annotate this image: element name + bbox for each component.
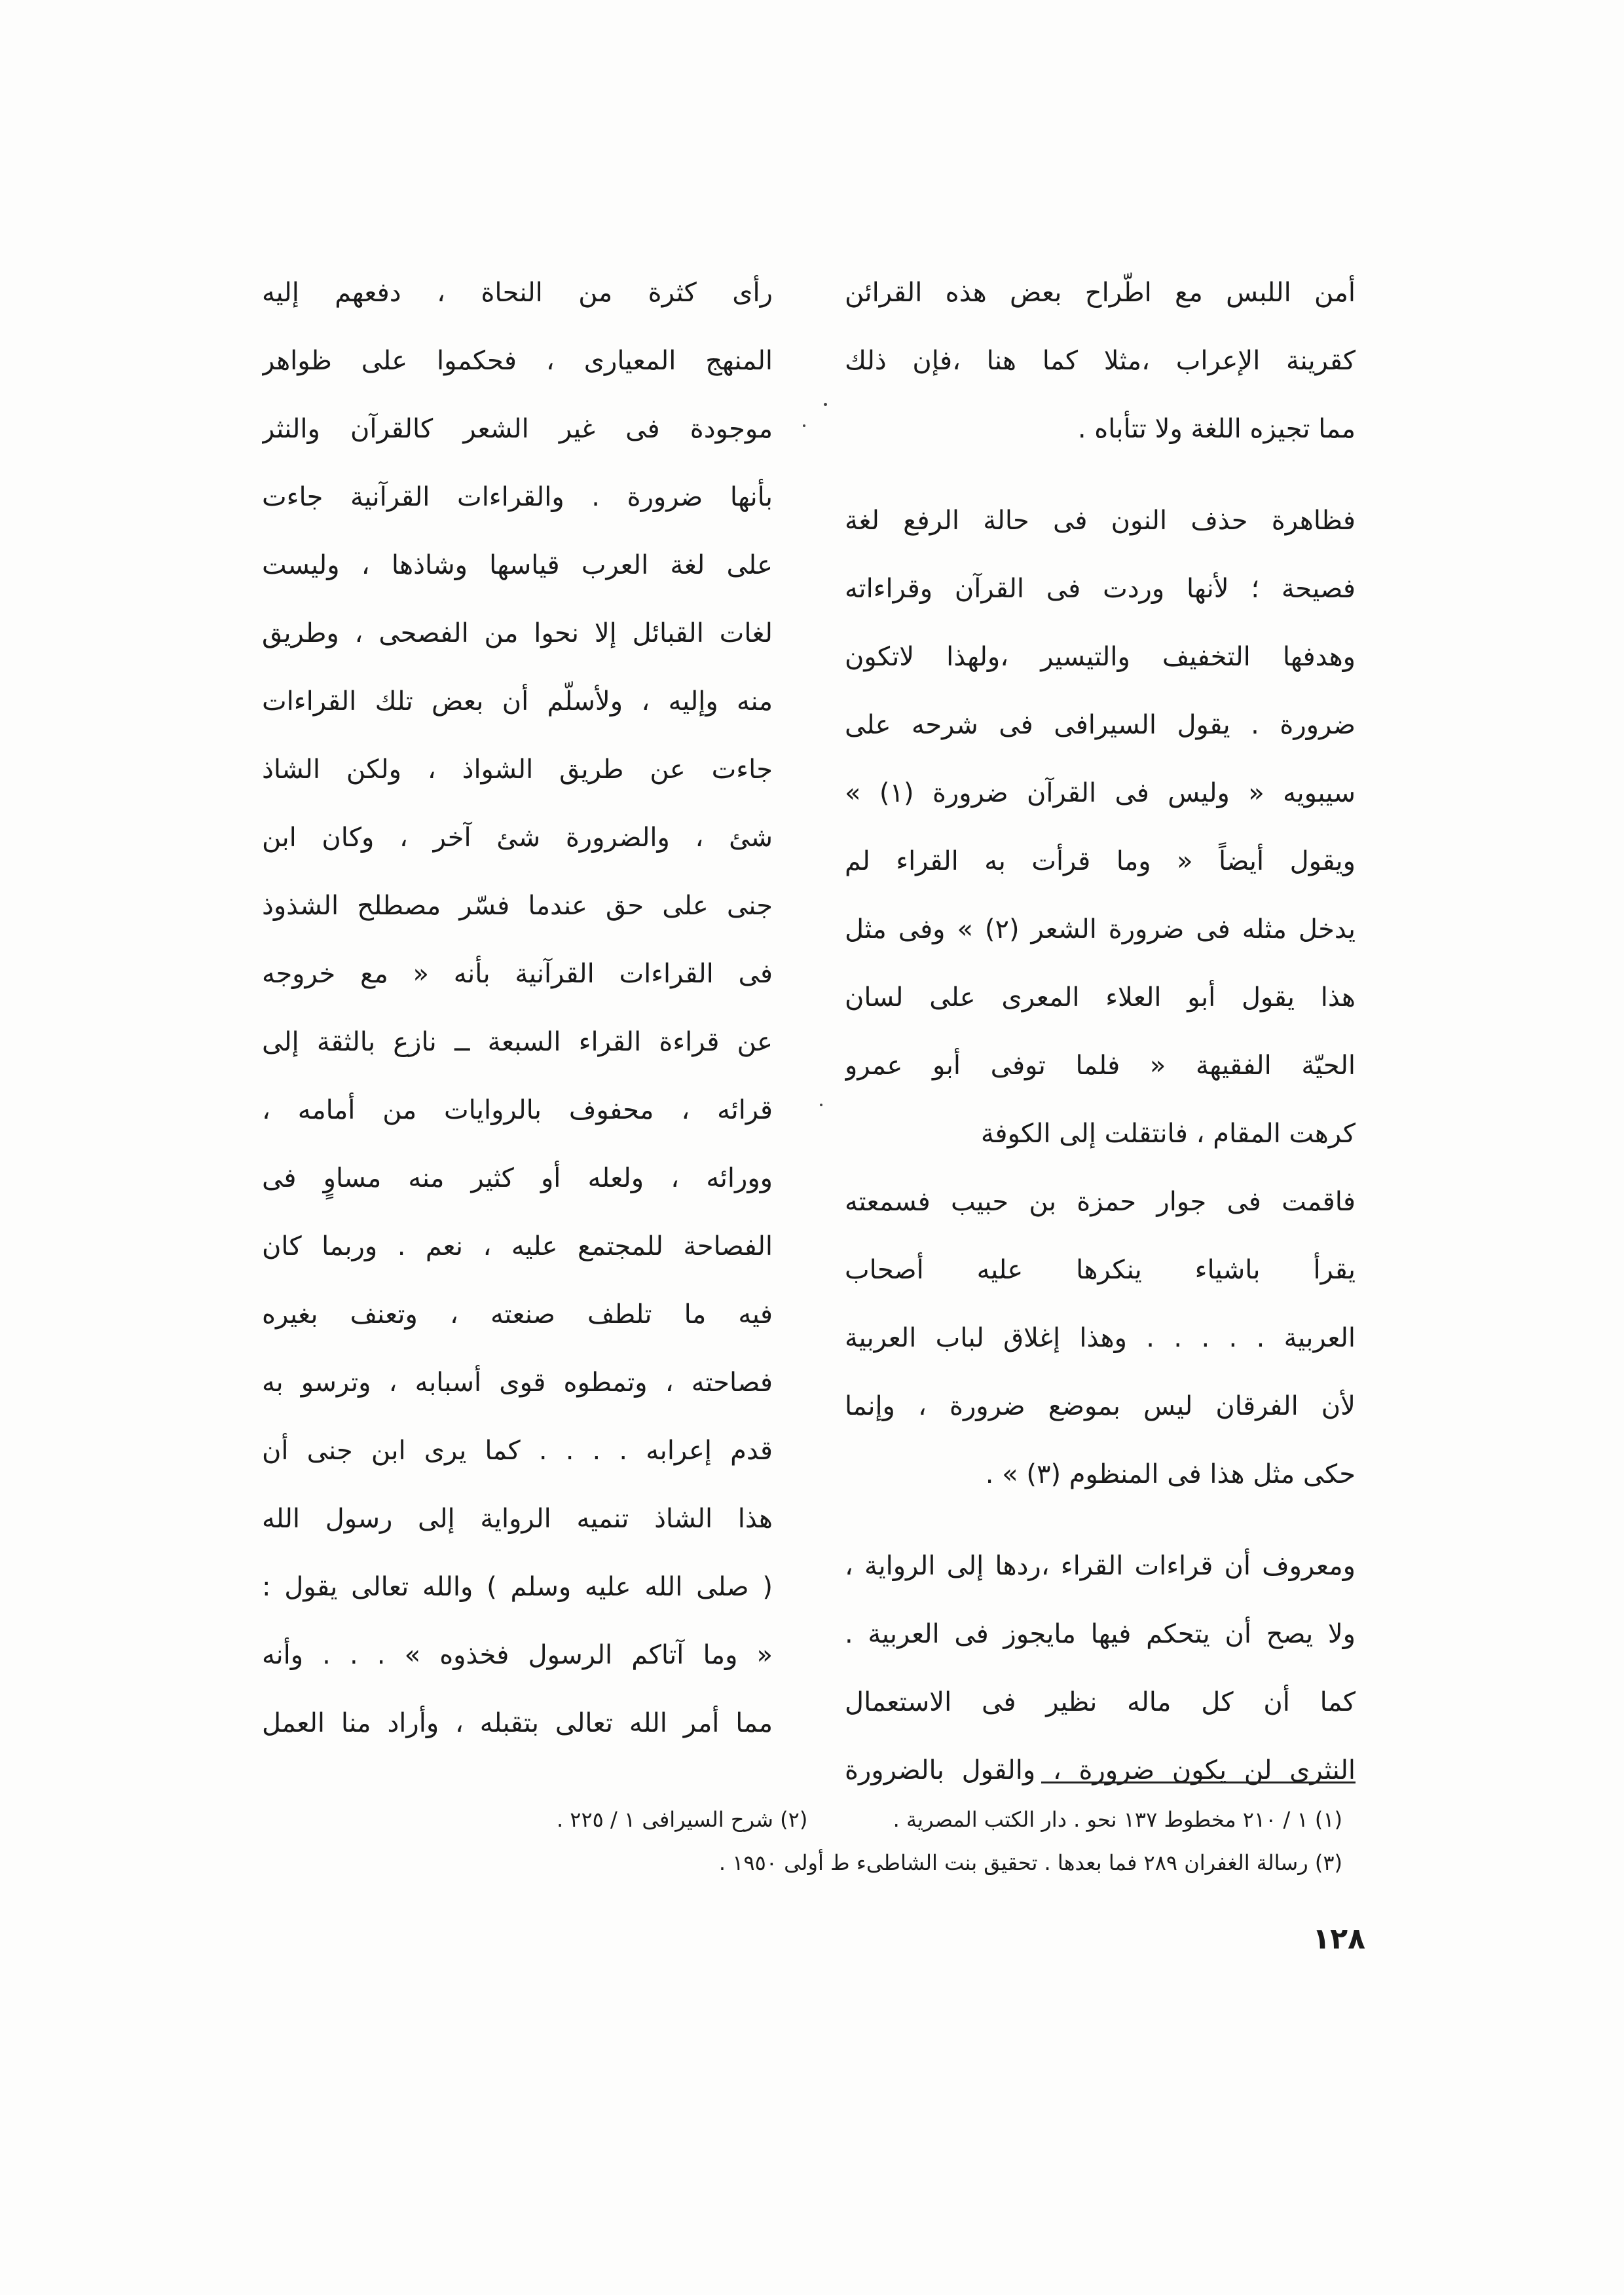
footnote-2: (٢) شرح السيرافى ١ / ٢٢٥ . (556, 1807, 808, 1832)
text-line: مما أمر الله تعالى بتقبله ، وأراد منا العمل (262, 1708, 773, 1738)
footnote-divider (1041, 1782, 1356, 1783)
text-line: جاءت عن طريق الشواذ ، ولكن الشاذ (262, 755, 773, 785)
text-line: شئ ، والضرورة شئ آخر ، وكان ابن (262, 823, 773, 853)
text-line: كما أن كل ماله نظير فى الاستعمال (845, 1687, 1356, 1717)
text-line: رأى كثرة من النحاة ، دفعهم إليه (262, 278, 773, 308)
text-line: منه وإليه ، ولأسلّم أن بعض تلك القراءات (262, 686, 773, 717)
text-line: وهدفها التخفيف والتيسير ،ولهذا لاتكون (845, 642, 1356, 672)
text-line: كقرينة الإعراب ،مثلا كما هنا ،فإن ذلك (845, 346, 1356, 376)
text-line: ومعروف أن قراءات القراء ،ردها إلى الرواية ، (845, 1551, 1356, 1581)
text-line: هذا الشاذ تنميه الرواية إلى رسول الله (262, 1504, 773, 1534)
text-line: لغات القبائل إلا نحوا من الفصحى ، وطريق (262, 618, 773, 648)
text-line: فظاهرة حذف النون فى حالة الرفع لغة (845, 506, 1356, 536)
footnote-3: (٣) رسالة الغفران ٢٨٩ فما بعدها . تحقيق بنت الشاطىء ط أولى ١٩٥٠ . (718, 1850, 1342, 1875)
left-text-column (262, 259, 773, 1757)
scan-speck (803, 424, 805, 427)
text-line: لأن الفرقان ليس بموضع ضرورة ، وإنما (845, 1391, 1356, 1421)
text-line: بأنها ضرورة . والقراءات القرآنية جاءت (262, 482, 773, 512)
text-line: هذا يقول أبو العلاء المعرى على لسان (845, 982, 1356, 1013)
text-line: فصاحته ، وتمطوه قوى أسبابه ، وترسو به (262, 1368, 773, 1398)
text-line: فى القراءات القرآنية بأنه « مع خروجه (262, 959, 773, 989)
text-line: قرائه ، محفوف بالروايات من أمامه ، (262, 1095, 773, 1125)
text-line: ضرورة . يقول السيرافى فى شرحه على (845, 710, 1356, 740)
text-line: ويقول أيضاً « وما قرأت به القراء لم (845, 846, 1356, 876)
text-line: ( صلى الله عليه وسلم ) والله تعالى يقول : (262, 1572, 773, 1602)
footnotes (295, 1798, 1342, 1884)
footnote-row (295, 1841, 1342, 1884)
text-line: « وما آتاكم الرسول فخذوه » . . . وأنه (262, 1640, 773, 1670)
text-line: مما تجيزه اللغة ولا تتأباه . (1077, 414, 1356, 444)
text-line: كرهت المقام ، فانتقلت إلى الكوفة (980, 1119, 1356, 1149)
text-line: أمن اللبس مع اطّراح بعض هذه القرائن (845, 278, 1356, 308)
text-line: سيبويه « وليس فى القرآن ضرورة (١) » (845, 778, 1356, 808)
footnote-row (295, 1798, 1342, 1841)
text-line: المنهج المعيارى ، فحكموا على ظواهر (262, 346, 773, 376)
text-line: النثرى لن يكون ضرورة ، والقول بالضرورة (845, 1755, 1356, 1785)
text-line: يدخل مثله فى ضرورة الشعر (٢) » وفى مثل (845, 914, 1356, 944)
page-number: ١٢٨ (1312, 1922, 1365, 1956)
scan-speck (820, 1104, 822, 1106)
text-line: العربية . . . . . وهذا إغلاق لباب العربية (845, 1323, 1356, 1353)
text-line: حكى مثل هذا فى المنظوم (٣) » . (985, 1459, 1356, 1489)
text-line: موجودة فى غير الشعر كالقرآن والنثر (262, 414, 773, 444)
paragraph-gap (845, 463, 1356, 487)
text-line: ولا يصح أن يتحكم فيها مايجوز فى العربية . (845, 1619, 1356, 1649)
paragraph-gap (845, 1508, 1356, 1532)
text-line: الحيّة الفقيهة « فلما توفى أبو عمرو (845, 1051, 1356, 1081)
right-text-column (845, 259, 1356, 1804)
text-line: فيه ما تلطف صنعته ، وتعنف بغيره (262, 1299, 773, 1330)
scan-speck (824, 403, 827, 406)
text-line: فاقمت فى جوار حمزة بن حبيب فسمعته (845, 1187, 1356, 1217)
text-line: يقرأ باشياء ينكرها عليه أصحاب (845, 1255, 1356, 1285)
text-line: وورائه ، ولعله أو كثير منه مساوٍ فى (262, 1163, 773, 1193)
text-line: الفصاحة للمجتمع عليه ، نعم . وربما كان (262, 1231, 773, 1261)
text-line: قدم إعرابه . . . . كما يرى ابن جنى أن (262, 1436, 773, 1466)
text-line: عن قراءة القراء السبعة ــ نازع بالثقة إلى (262, 1027, 773, 1057)
text-line: فصيحة ؛ لأنها وردت فى القرآن وقراءاته (845, 574, 1356, 604)
text-line: جنى على حق عندما فسّر مصطلح الشذوذ (262, 891, 773, 921)
text-line: على لغة العرب قياسها وشاذها ، وليست (262, 550, 773, 580)
footnote-1: (١) ١ / ٢١٠ مخطوط ١٣٧ نحو . دار الكتب المصرية . (893, 1807, 1342, 1832)
